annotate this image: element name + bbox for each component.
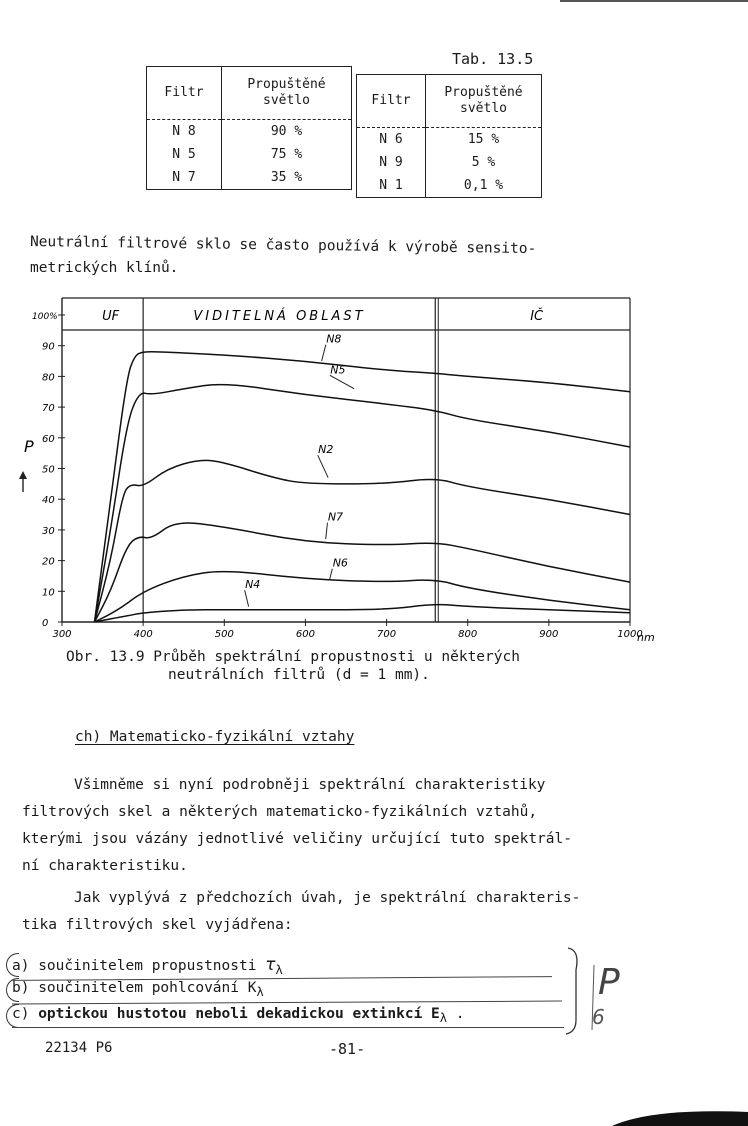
curve-label: N7 [327,510,344,524]
margin-note-letter: P [598,962,620,1003]
list-text: optickou hustotou neboli dekadickou extinkcí [38,1006,423,1022]
section-heading [75,729,354,745]
sentence-line2: metrických klínů. [30,260,179,276]
tau-symbol: τ [265,955,276,975]
list-item-a [12,955,283,977]
lambda-subscript: λ [256,984,264,999]
series-line-n7 [95,523,631,622]
x-tick-label: 900 [539,629,559,640]
table-cell: N 1 [357,174,426,198]
figure-caption-line1: Obr. 13.9 Průběh spektrální propustnosti u některých [66,649,520,665]
header-filter: Filtr [357,75,426,128]
curve-label: N8 [326,332,342,346]
table-cell: N 5 [147,143,222,166]
series-line-n5 [95,385,631,622]
y-axis-label: P [24,437,34,456]
neutral-filter-sentence [30,229,630,281]
figure-caption-line2: neutrálních filtrů (d = 1 mm). [168,667,430,683]
y-tick-label: 80 [42,372,55,384]
y-tick-label: 50 [42,464,55,476]
curve-label: N5 [330,363,346,377]
y-tick-label: 20 [42,556,55,568]
curve-leader-line [326,523,328,539]
table-cell: N 8 [147,120,222,144]
list-end-mark: . [447,1006,465,1022]
scan-edge-shadow [612,1100,748,1126]
curve-leader-line [318,455,328,478]
header-transmitted-line1: Propuštěné [247,77,326,92]
table-cell: N 7 [147,166,222,190]
paragraph-line: ní charakteristiku. [22,858,188,874]
lambda-subscript: λ [275,962,283,977]
lambda-subscript: λ [439,1010,448,1025]
y-tick-label: 70 [42,403,55,415]
curve-label: N2 [318,443,334,457]
header-filter: Filtr [147,67,222,120]
curve-leader-line [330,375,354,388]
table-cell: N 6 [357,128,426,152]
margin-note-digit: 6 [592,1005,605,1029]
list-marker: a) [12,958,30,974]
x-tick-label: 600 [295,629,315,640]
right-bracket-icon [566,948,577,1034]
header-transmitted-line1: Propuštěné [444,85,523,100]
curve-leader-line [330,569,333,579]
section-title: ch) Matematicko-fyzikální vztahy [75,729,355,745]
page-number: -81- [329,1040,366,1058]
region-label: UF [102,309,120,324]
k-symbol: K [247,980,257,996]
paragraph-line: filtrových skel a některých matematicko-fyzikálních vztahů, [22,804,538,820]
list-item-c [12,1006,465,1025]
underline-c [12,1027,564,1028]
header-transmitted [222,67,352,120]
y-tick-label: 40 [42,495,55,507]
y-tick-label: 30 [42,525,55,537]
paragraph-1 [22,772,672,880]
scan-shadow-shape [612,1111,748,1126]
scan-top-edge [560,0,748,2]
y-axis-label-group [19,437,34,492]
table-cell: N 9 [357,151,426,174]
paragraph-line: Všimněme si nyní podrobněji spektrální charakteristiky [74,777,546,793]
table-cell: 35 % [222,166,352,190]
footer-code: 22134 P6 [45,1040,113,1056]
header-transmitted [426,75,542,128]
x-tick-label: 300 [52,629,72,640]
list-marker: b) [12,980,30,996]
series-line-n4 [95,605,631,622]
table-cell: 0,1 % [426,174,542,198]
y-tick-label: 0 [42,618,49,629]
list-text: součinitelem propustnosti [38,958,257,974]
series-line-n2 [95,460,631,622]
paragraph-line: Jak vyplývá z předchozích úvah, je spektrální charakteris- [74,890,581,906]
table-cell: 5 % [426,151,542,174]
region-label: VIDITELNÁ OBLAST [193,309,366,324]
region-label: IČ [530,309,544,324]
curve-label: N4 [245,578,261,592]
y-axis-arrow-icon [19,471,27,479]
list-marker: c) [12,1006,30,1022]
x-tick-label: 1000 [617,629,643,640]
x-tick-label: 700 [377,629,397,640]
series-line-n6 [95,572,631,622]
y-tick-label: 100% [32,312,58,322]
x-tick-label: 800 [458,629,478,640]
table-cell: 90 % [222,120,352,144]
x-tick-label: 400 [133,629,153,640]
x-tick-label: 500 [214,629,234,640]
list-item-b [12,980,264,999]
header-transmitted-line2: světlo [263,93,310,108]
paragraph-line: kterými jsou vázány jednotlivé veličiny určující tuto spektrál- [22,831,572,847]
curve-leader-line [245,590,249,606]
sentence-line1: Neutrální filtrové sklo se často používá k výrobě sensito- [29,234,537,258]
filter-table-right [356,74,542,198]
paragraph-line: tika filtrových skel vyjádřena: [22,917,293,933]
table-caption: Tab. 13.5 [452,50,534,68]
curve-leader-line [322,345,326,361]
list-text: součinitelem pohlcování [38,980,239,996]
paragraph-2 [22,885,672,939]
curve-label: N6 [332,556,348,570]
table-cell: 75 % [222,143,352,166]
y-tick-label: 60 [42,433,55,445]
x-axis-unit: nm [637,631,655,644]
y-tick-label: 90 [42,341,55,353]
chart-frame [62,298,630,622]
transmission-chart [0,290,748,650]
table-cell: 15 % [426,128,542,152]
figure-caption [66,648,626,684]
underline-b [12,1001,562,1005]
y-tick-label: 10 [42,587,55,599]
filter-table-left [146,66,352,190]
header-transmitted-line2: světlo [460,101,507,116]
e-symbol: E [431,1006,440,1022]
